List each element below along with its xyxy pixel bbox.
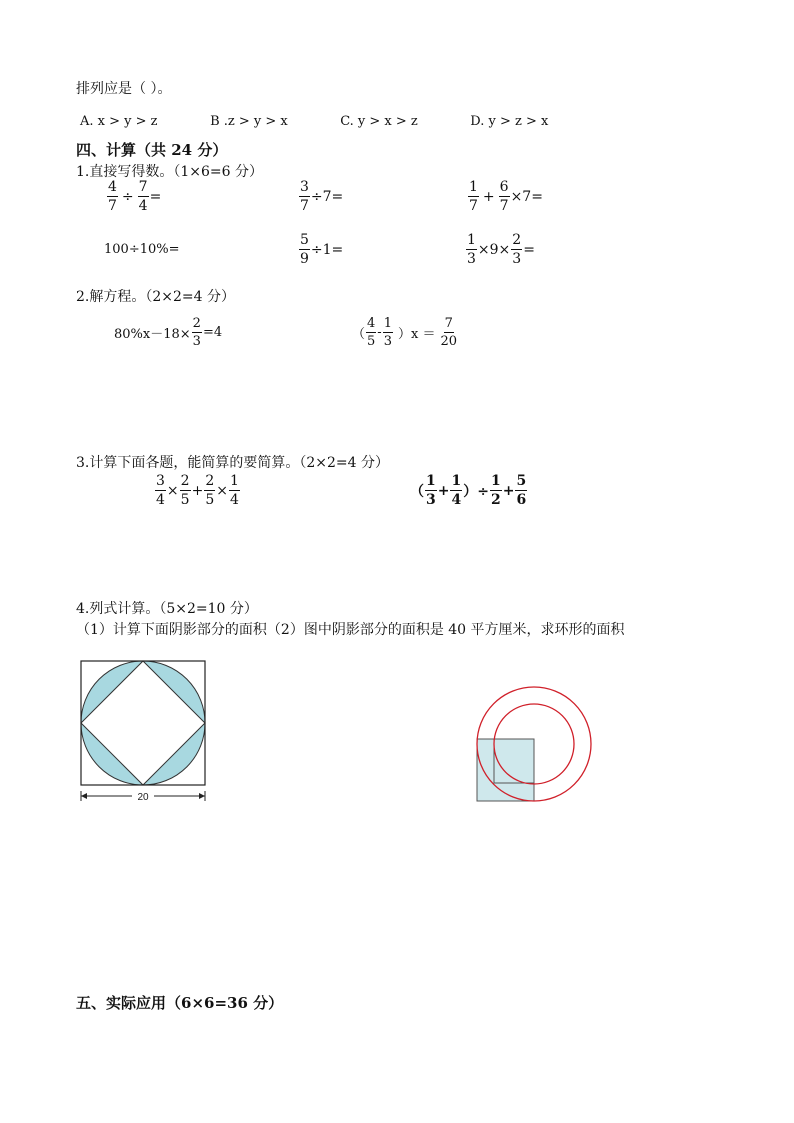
fraction: $\frac{2}{5}$ bbox=[180, 473, 190, 508]
q1-problem-3: $\frac{1}{7}$ + $\frac{6}{7}$ ×7= bbox=[469, 179, 543, 214]
q2-equation-1: 80%x－18× $\frac{2}{3}$ =4 bbox=[114, 316, 223, 349]
fraction: $\frac{2}{3}$ bbox=[512, 232, 522, 267]
fraction: $\frac{1}{3}$ bbox=[426, 473, 436, 508]
fraction: $\frac{1}{7}$ bbox=[469, 179, 478, 214]
fraction: $\frac{4}{7}$ bbox=[108, 179, 117, 214]
fraction: $\frac{7}{20}$ bbox=[440, 316, 457, 349]
fraction: $\frac{5}{9}$ bbox=[300, 232, 309, 267]
fraction: $\frac{5}{6}$ bbox=[516, 473, 527, 508]
fraction: $\frac{1}{4}$ bbox=[229, 473, 239, 508]
shaded-square bbox=[477, 739, 534, 801]
choice-c: C. y > x > z bbox=[340, 114, 418, 129]
q1-problem-1: $\frac{4}{7}$ ÷ $\frac{7}{4}$ = bbox=[108, 179, 162, 214]
figure-square-circle bbox=[74, 652, 214, 806]
section5-title: 五、实际应用（6×6=36 分） bbox=[76, 994, 284, 1012]
fraction: $\frac{2}{5}$ bbox=[205, 473, 215, 508]
q2-title: 2.解方程。（2×2=4 分） bbox=[76, 289, 235, 305]
fraction: $\frac{1}{3}$ bbox=[383, 316, 392, 349]
figure-ring-square bbox=[472, 680, 598, 806]
arrow-left bbox=[81, 793, 87, 799]
dimension-label: 20 bbox=[137, 792, 149, 803]
q3-expression-1: $\frac{3}{4}$ × $\frac{2}{5}$ + $\frac{2}{5}$ × $\frac{1}{4}$ bbox=[156, 473, 239, 508]
q4-subtitle: （1）计算下面阴影部分的面积（2）图中阴影部分的面积是 40 平方厘米，求环形的面积 bbox=[76, 622, 625, 638]
fraction: $\frac{1}{2}$ bbox=[490, 473, 501, 508]
fraction: $\frac{1}{4}$ bbox=[451, 473, 462, 508]
choice-b: B .z > y > x bbox=[210, 114, 288, 129]
q3-title: 3.计算下面各题，能简算的要简算。（2×2=4 分） bbox=[76, 455, 389, 471]
q1-problem-5: $\frac{5}{9}$ ÷1= bbox=[300, 232, 344, 267]
choice-d: D. y > z > x bbox=[470, 114, 549, 129]
choices-row bbox=[80, 110, 595, 129]
choice-a: A. x > y > z bbox=[80, 114, 158, 129]
section4-title: 四、计算（共 24 分） bbox=[76, 141, 228, 159]
fraction: $\frac{1}{3}$ bbox=[467, 232, 476, 267]
fraction: $\frac{6}{7}$ bbox=[499, 179, 509, 214]
q2-equation-2: （ $\frac{4}{5}$ - $\frac{1}{3}$ ）x ＝ $\frac{7}{20}$ bbox=[352, 316, 457, 349]
arrow-right bbox=[199, 793, 205, 799]
q1-problem-6: $\frac{1}{3}$ ×9× $\frac{2}{3}$ = bbox=[467, 232, 535, 267]
q1-title: 1.直接写得数。（1×6=6 分） bbox=[76, 164, 263, 180]
fraction: $\frac{4}{5}$ bbox=[367, 316, 376, 349]
q3-expression-2: （ $\frac{1}{3}$ + $\frac{1}{4}$ ）÷ $\frac{1}{2}$ + $\frac{5}{6}$ bbox=[410, 473, 527, 508]
fraction: $\frac{3}{7}$ bbox=[300, 179, 309, 214]
q1-problem-4: 100÷10%= bbox=[104, 242, 180, 257]
fraction: $\frac{7}{4}$ bbox=[138, 179, 148, 214]
q1-problem-2: $\frac{3}{7}$ ÷7= bbox=[300, 179, 344, 214]
intro-line: 排列应是（ ）。 bbox=[76, 81, 172, 97]
q4-title: 4.列式计算。（5×2=10 分） bbox=[76, 601, 258, 617]
fraction: $\frac{2}{3}$ bbox=[192, 316, 201, 349]
fraction: $\frac{3}{4}$ bbox=[156, 473, 165, 508]
